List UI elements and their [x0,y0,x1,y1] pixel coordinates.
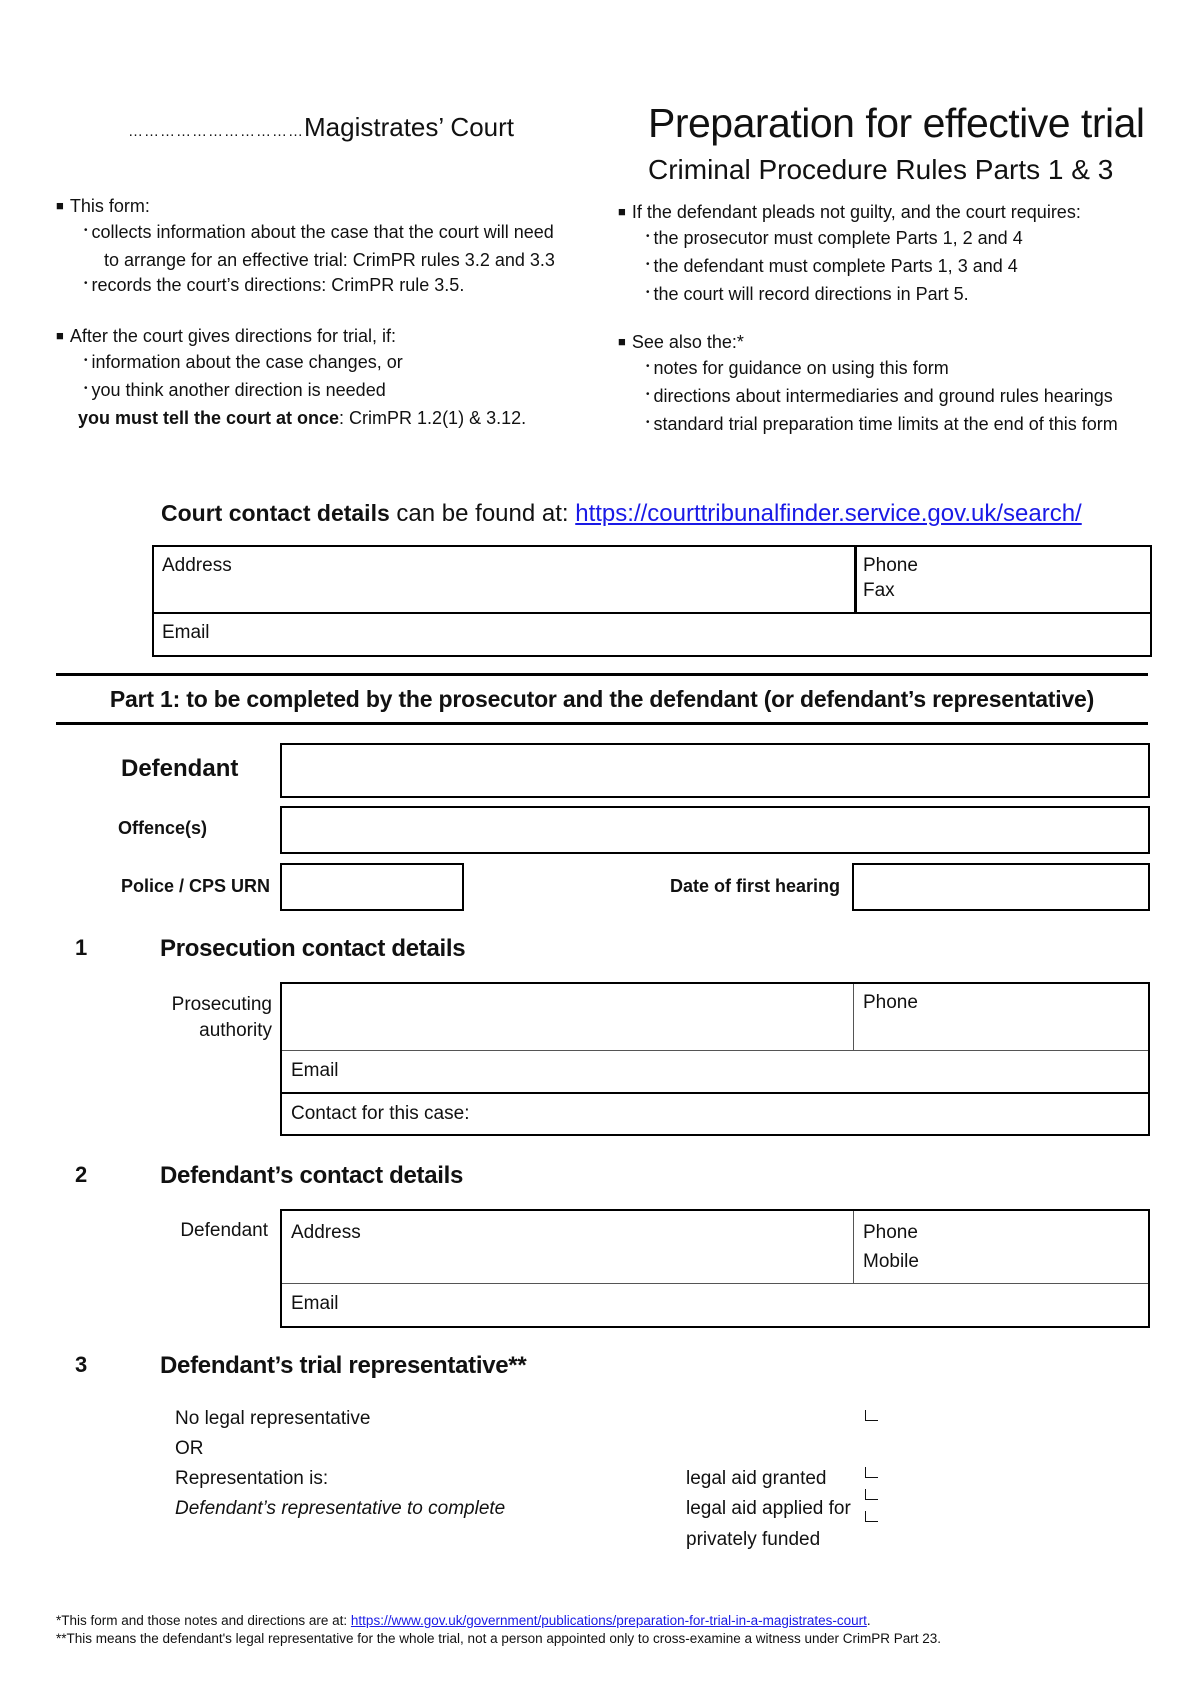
rep-to-complete-label: Defendant’s representative to complete [175,1498,506,1519]
intro-left-after: ■ After the court gives directions for trial, if: • information about the case changes, or • you think another direction is needed you must tell the court at once: CrimPR 1.2(1) & 3.12. [56,326,527,428]
defendant-address-field[interactable]: Address [291,1222,361,1243]
must-tell-rest: : CrimPR 1.2(1) & 3.12. [339,408,527,428]
intro-bullet: the prosecutor must complete Parts 1, 2 and 4 [653,228,1023,248]
prosecuting-label-line1: Prosecuting [171,994,272,1015]
section3-title: Defendant’s trial representative** [160,1352,527,1379]
court-address-field[interactable]: Address [162,555,232,576]
after-label: After the court gives directions for trial, if: [69,326,396,346]
footnote-1-end: . [866,1613,871,1628]
section1-number: 1 [75,935,88,960]
footnotes [56,1612,1156,1648]
court-contact-label: Court contact details [161,500,390,526]
section2-number: 2 [75,1162,88,1187]
privately-funded-label: privately funded [686,1529,821,1550]
intro-bullet: directions about intermediaries and ground rules hearings [653,386,1113,406]
intro-bullet: records the court’s directions: CrimPR rule 3.5. [91,275,465,295]
defendant-contact-box [280,1209,1150,1328]
court-email-field[interactable]: Email [162,622,210,643]
part1-title: Part 1: to be completed by the prosecutor and the defendant (or defendant’s representative) [109,686,1095,712]
part1-top-rule [56,673,1148,676]
court-fax-field[interactable]: Fax [863,580,895,601]
prosecution-contact-field[interactable]: Contact for this case: [291,1103,470,1124]
intro-right: ■ If the defendant pleads not guilty, and the court requires: • the prosecutor must complete Parts 1, 2 and 4 • the defendant must complete Parts 1, 3 and 4 • the court will record directions in Part 5. [618,202,1081,304]
defendant-input[interactable] [280,743,1150,798]
privately-funded-checkbox[interactable] [865,1511,878,1522]
court-label: Magistrates’ Court [304,112,514,142]
footnote-1-text: *This form and those notes and directions are at: [56,1613,351,1628]
footnote-1 [56,1612,1156,1630]
must-tell-bold: you must tell the court at once [78,408,340,428]
if-not-guilty-label: If the defendant pleads not guilty, and the court requires: [631,202,1081,222]
form-subtitle: Criminal Procedure Rules Parts 1 & 3 [648,154,1114,185]
court-finder-link[interactable]: https://courttribunalfinder.service.gov.uk/search/ [575,500,1082,527]
guidance-link[interactable]: https://www.gov.uk/government/publications/preparation-for-trial-in-a-magistrates-court [350,1613,867,1628]
part1-bottom-rule [56,722,1148,725]
court-contact-text: can be found at: [389,500,576,527]
intro-bullet: the court will record directions in Part 5. [653,284,969,304]
court-phone-field[interactable]: Phone [863,555,918,576]
no-legal-rep-label: No legal representative [175,1408,371,1429]
intro-bullet: collects information about the case that the court will need [91,222,554,242]
intro-bullet: notes for guidance on using this form [653,358,949,378]
form-title: Preparation for effective trial [648,100,1145,146]
or-label: OR [175,1438,204,1459]
legal-aid-applied-checkbox[interactable] [865,1489,878,1500]
defendant-side-label: Defendant [180,1220,268,1241]
defendant-label: Defendant [121,755,239,782]
offences-input[interactable] [280,806,1150,854]
intro-bullet-cont: to arrange for an effective trial: CrimPR rules 3.2 and 3.3 [104,250,555,270]
legal-aid-granted-checkbox[interactable] [865,1467,878,1478]
section2-title: Defendant’s contact details [160,1162,464,1189]
representation-label: Representation is: [175,1468,329,1489]
legal-aid-granted-label: legal aid granted [686,1468,827,1489]
footnote-2: **This means the defendant's legal representative for the whole trial, not a person appointed only to cross-examine a witness under CrimPR Part 23. [56,1631,942,1646]
defendant-phone-field[interactable]: Phone [863,1222,918,1243]
intro-bullet: you think another direction is needed [91,380,386,400]
intro-right-see: ■ See also the:* • notes for guidance on using this form • directions about intermediaries and ground rules hearings • standard trial preparation time limits at the end of this form [618,332,1118,434]
court-contact-box [152,545,1152,657]
intro-bullet: the defendant must complete Parts 1, 3 and 4 [653,256,1018,276]
this-form-label: This form: [69,196,150,216]
section1-title: Prosecution contact details [160,935,466,962]
section3-number: 3 [75,1352,88,1377]
prosecuting-authority-label [150,992,272,1044]
prosecuting-label-line2: authority [199,1020,272,1041]
prosecution-email-field[interactable]: Email [291,1060,339,1081]
court-name-dots[interactable]: …………………………… [128,123,304,140]
defendant-email-field[interactable]: Email [291,1293,339,1314]
prosecution-phone-field[interactable]: Phone [863,992,918,1013]
urn-input[interactable] [280,863,464,911]
intro-left: ■ This form: • collects information about the case that the court will need to arrange for an effective trial: CrimPR rules 3.2 and 3.3 • records the court’s directions: CrimPR rule 3.5. [56,196,555,295]
no-legal-rep-checkbox[interactable] [865,1410,878,1421]
legal-aid-applied-label: legal aid applied for [686,1498,851,1519]
court-contact-line [161,500,1082,528]
urn-label: Police / CPS URN [121,876,271,896]
first-hearing-label: Date of first hearing [670,876,841,896]
offences-label: Offence(s) [118,818,208,838]
see-also-label: See also the:* [631,332,744,352]
intro-bullet: information about the case changes, or [91,352,403,372]
intro-bullet: standard trial preparation time limits at the end of this form [653,414,1118,434]
court-name-line [128,112,514,143]
prosecution-contact-box [280,982,1150,1136]
defendant-mobile-field[interactable]: Mobile [863,1251,919,1272]
first-hearing-input[interactable] [852,863,1150,911]
